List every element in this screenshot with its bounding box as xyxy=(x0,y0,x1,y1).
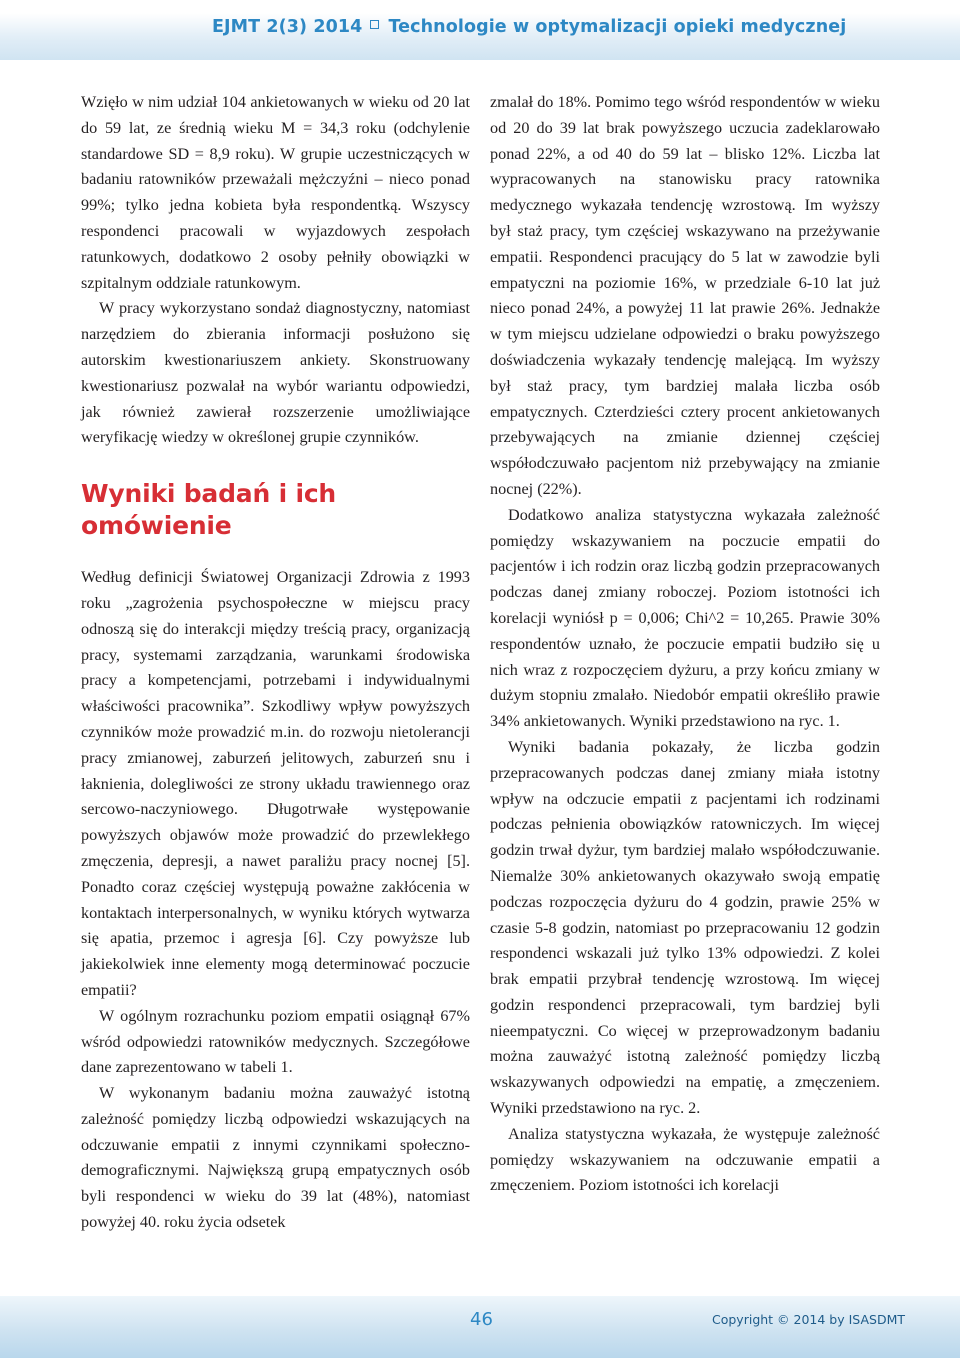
paragraph: Według definicji Światowej Organizacji Zdrowia z 1993 roku „zagrożenia psychospołeczne w miejscu pracy odnoszą się do interakcji między treścią pracy, organizacją pracy, systemami zarządzania, warunkami środowiska pracy a kompetencjami, potrzebami i indywidualnymi właściwości pracownika”. Szkodliwy wpływ powyższych czynników może prowadzić m.in. do rozwoju nietolerancji pracy zmianowej, zaburzeń jelitowych, zaburzeń snu i łaknienia, dolegliwości ze strony układu trawiennego oraz sercowo-naczyniowego. Długotrwałe występowanie powyższych objawów może prowadzić do przewlekłego zmęczenia, depresji, a nawet paraliżu pracy nocnej [5]. Ponadto coraz częściej występują poważne zakłócenia w kontaktach interpersonalnych, w wyniku których wytwarza się apatia, przemoc i agresja [6]. Czy powyższe lub jakiekolwiek inne elementy mogą determinować poczucie empatii? xyxy=(81,568,470,999)
paragraph: W pracy wykorzystano sondaż diagnostyczny, natomiast narzędziem do zbierania informacji posłużono się autorskim kwestionariuszem ankiety. Skonstruowany kwestionariusz pozwalał na wybór wariantu odpowiedzi, jak również zawierał rozszerzenie umożliwiające weryfikację wiedzy w określonej grupie czynników. xyxy=(81,299,470,447)
paragraph: zmalał do 18%. Pomimo tego wśród respondentów w wieku od 20 do 39 lat brak powyższego uczucia zadeklarowało ponad 22%, a od 40 do 59 lat – blisko 12%. Liczba lat wypracowanych na stanowisku pracy ratownika medycznego wykazała tendencję wzrostową. Im wyższy był staż pracy, tym częściej wskazywano na przeżywanie empatii. Respondenci pracujący do 5 lat w zawodzie byli empatyczni na poziomie 16%, w przedziale 6-10 lat już nieco ponad 24%, a powyżej 11 lat prawie 26%. Jednakże w tym miejscu udzielane odpowiedzi o braku powyższego doświadczenia wykazały tendencję malejącą. Im wyższy był staż pracy, tym bardziej malała liczba osób empatycznych. Czterdzieści cztery procent ankietowanych przebywających na zmianie dziennej częściej współodczuwało pacjentom niż przebywający na zmianie nocnej (22%). xyxy=(490,93,880,498)
journal-title: EJMT 2(3) 2014 xyxy=(212,17,363,37)
copyright-notice: Copyright © 2014 by ISASDMT xyxy=(712,1312,905,1327)
journal-section: Technologie w optymalizacji opieki medycznej xyxy=(388,17,847,37)
paragraph: Wzięło w nim udział 104 ankietowanych w wieku od 20 lat do 59 lat, ze średnią wieku M = 34,3 roku (odchylenie standardowe SD = 8,9 roku). W grupie uczestniczących w badaniu ratowników przeważali mężczyźni – nieco ponad 99%; tylko jedna kobieta była respondentką. Wszyscy respondenci pracowali w wyjazdowych zespołach ratunkowych, dodatkowo 2 osoby pełniły obowiązki w szpitalnym oddziale ratunkowym. xyxy=(81,93,470,292)
page-footer xyxy=(0,1296,960,1358)
paragraph: Dodatkowo analiza statystyczna wykazała zależność pomiędzy wskazywaniem na poczucie empatii do pacjentów i ich rodzin oraz liczbą godzin przepracowanych podczas danej zmiany roboczej. Poziom istotności ich korelacji wyniósł p = 0,006; Chi^2 = 10,265. Prawie 30% respondentów uznało, że poczucie empatii budziło się u nich wraz z rozpoczęciem dyżuru, a przy końcu zmiany w dużym stopniu zmalało. Niedobór empatii określiło prawie 34% ankietowanych. Wyniki przedstawiono na ryc. 1. xyxy=(490,505,880,731)
paragraph: Wyniki badania pokazały, że liczba godzin przepracowanych podczas danej zmiany miała istotny wpływ na odczucie empatii z pacjentami ich rodzinami podczas pełnienia obowiązków ratowniczych. Im więcej godzin trwał dyżur, tym bardziej malało współodczuwanie. Niemalże 30% ankietowanych okazywało swoją empatię podczas rozpoczęcia dyżuru do 4 godzin, prawie 25% w czasie 5-8 godzin, natomiast po przepracowaniu 12 godzin respondenci wskazali już tylko 13% odpowiedzi. Z kolei brak empatii przybrał tendencję wzrostową. Im więcej godzin respondenci przepracowali, tym bardziej byli nieempatyczni. Co więcej w przeprowadzonym badaniu można zauważyć istotną zależność pomiędzy liczbą wskazywanych odpowiedzi na empatię, a zmęczeniem. Wyniki przedstawiono na ryc. 2. xyxy=(490,737,880,1118)
section-heading: Wyniki badań i ich omówienie xyxy=(81,479,337,541)
right-column xyxy=(490,90,880,1199)
paragraph: W wykonanym badaniu można zauważyć istotną zależność pomiędzy liczbą odpowiedzi wskazujących na odczuwanie empatii z innymi czynnikami społeczno-demograficznymi. Największą grupą empatycznych osób byli respondenci w wieku do 39 lat (48%), natomiast powyżej 40. roku życia odsetek xyxy=(81,1084,470,1232)
journal-header-bar xyxy=(0,0,960,60)
left-column xyxy=(81,90,470,1236)
square-separator-icon xyxy=(370,20,379,29)
paragraph: Analiza statystyczna wykazała, że występuje zależność pomiędzy wskazywaniem na odczuwanie empatii a zmęczeniem. Poziom istotności ich korelacji xyxy=(490,1124,880,1195)
journal-header xyxy=(212,17,846,37)
page-number: 46 xyxy=(470,1309,493,1330)
paragraph: W ogólnym rozrachunku poziom empatii osiągnął 67% wśród odpowiedzi ratowników medycznych. Szczegółowe dane zaprezentowano w tabeli 1. xyxy=(81,1006,470,1077)
